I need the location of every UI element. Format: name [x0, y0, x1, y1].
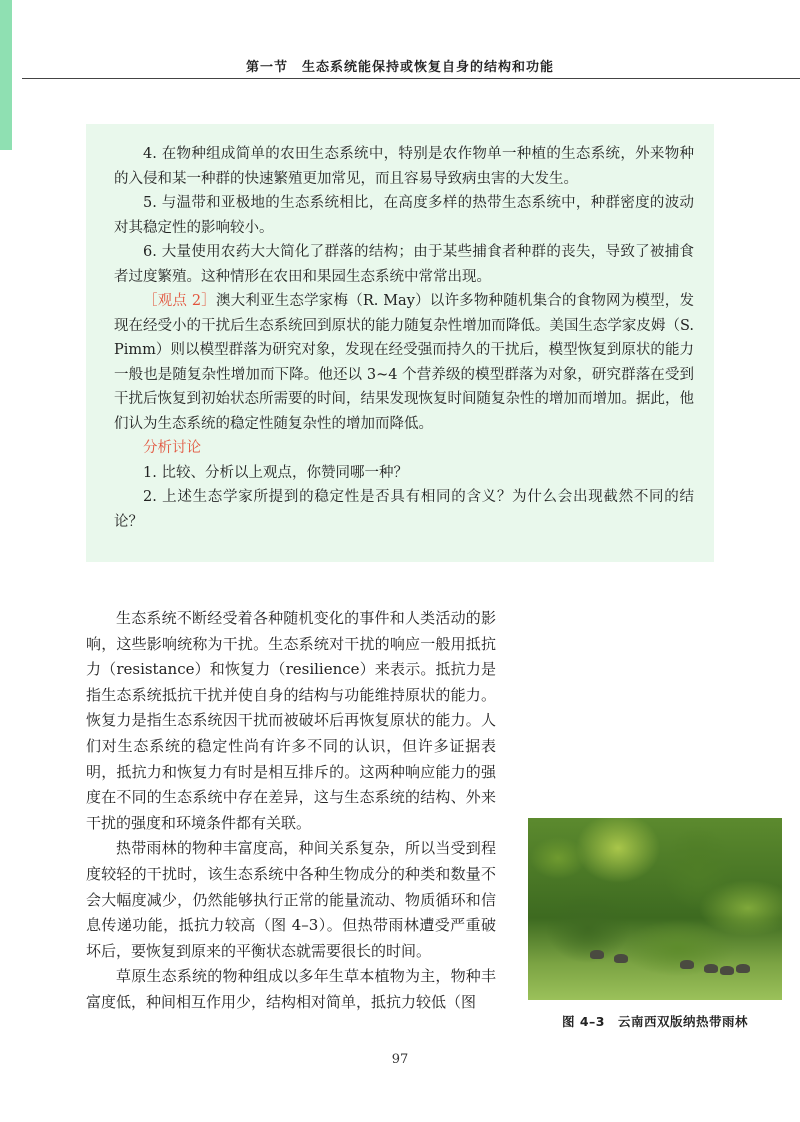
- body-paragraph-3: 草原生态系统的物种组成以多年生草本植物为主，物种丰富度低，种间相互作用少，结构相对简单，抵抗力较低（图: [86, 967, 496, 1011]
- box-item-5: 5. 与温带和亚极地的生态系统相比，在高度多样的热带生态系统中，种群密度的波动对其稳定性的影响较小。: [114, 195, 694, 236]
- figure-caption: 图 4–3 云南西双版纳热带雨林: [562, 1014, 748, 1029]
- main-body-text: [86, 606, 496, 1016]
- box-item-4: 4. 在物种组成简单的农田生态系统中，特别是农作物单一种植的生态系统，外来物种的入侵和某一种群的快速繁殖更加常见，而且容易导致病虫害的大发生。: [114, 146, 694, 187]
- header-divider: [22, 78, 800, 79]
- discussion-question-1: 1. 比较、分析以上观点，你赞同哪一种？: [143, 464, 408, 481]
- elephant-shape: [720, 966, 734, 975]
- elephant-shape: [736, 964, 750, 973]
- body-paragraph-2: 热带雨林的物种丰富度高，种间关系复杂，所以当受到程度较轻的干扰时，该生态系统中各种生物成分的种类和数量不会大幅度减少，仍然能够执行正常的能量流动、物质循环和信息传递功能，抵抗力较高（图 4–3）。但热带雨林遭受严重破坏后，要恢复到原来的平衡状态就需要很长的时间。: [86, 839, 496, 960]
- activity-box-text: [114, 142, 694, 534]
- viewpoint-2-text: 澳大利亚生态学家梅（R. May）以许多物种随机集合的食物网为模型，发现在经受小的干扰后生态系统回到原状的能力随复杂性增加而降低。美国生态学家皮姆（S. Pimm）则以模型群落为研究对象，发现在经受强而持久的干扰后，模型恢复到原状的能力一般也是随复杂性增加而下降。他还以 3~4 个营养级的模型群落为对象，研究群落在受到干扰后恢复到初始状态所需要的时间，结果发现恢复时间随复杂性的增加而增加。据此，他们认为生态系统的稳定性随复杂性的增加而降低。: [114, 293, 694, 432]
- page-number: 97: [391, 1052, 409, 1067]
- elephant-shape: [704, 964, 718, 973]
- body-paragraph-1: 生态系统不断经受着各种随机变化的事件和人类活动的影响，这些影响统称为干扰。生态系统对干扰的响应一般用抵抗力（resistance）和恢复力（resilience）来表示。抵抗力是指生态系统抵抗干扰并使自身的结构与功能维持原状的能力。恢复力是指生态系统因干扰而被破坏后再恢复原状的能力。人们对生态系统的稳定性尚有许多不同的认识，但许多证据表明，抵抗力和恢复力有时是相互排斥的。这两种响应能力的强度在不同的生态系统中存在差异，这与生态系统的结构、外来干扰的强度和环境条件都有关联。: [86, 609, 496, 832]
- elephant-shape: [614, 954, 628, 963]
- rainforest-photo: [528, 818, 782, 1000]
- discussion-heading: 分析讨论: [143, 440, 201, 456]
- chapter-side-tab: [0, 0, 12, 150]
- elephant-shape: [590, 950, 604, 959]
- viewpoint-2: [114, 289, 694, 436]
- page-header-title: 第一节 生态系统能保持或恢复自身的结构和功能: [245, 60, 554, 75]
- elephant-shape: [680, 960, 694, 969]
- viewpoint-2-label: ［观点 2］: [143, 293, 216, 309]
- discussion-question-2: 2. 上述生态学家所提到的稳定性是否具有相同的含义？为什么会出现截然不同的结论？: [114, 489, 694, 530]
- box-item-6: 6. 大量使用农药大大简化了群落的结构；由于某些捕食者种群的丧失，导致了被捕食者过度繁殖。这种情形在农田和果园生态系统中常常出现。: [114, 244, 694, 285]
